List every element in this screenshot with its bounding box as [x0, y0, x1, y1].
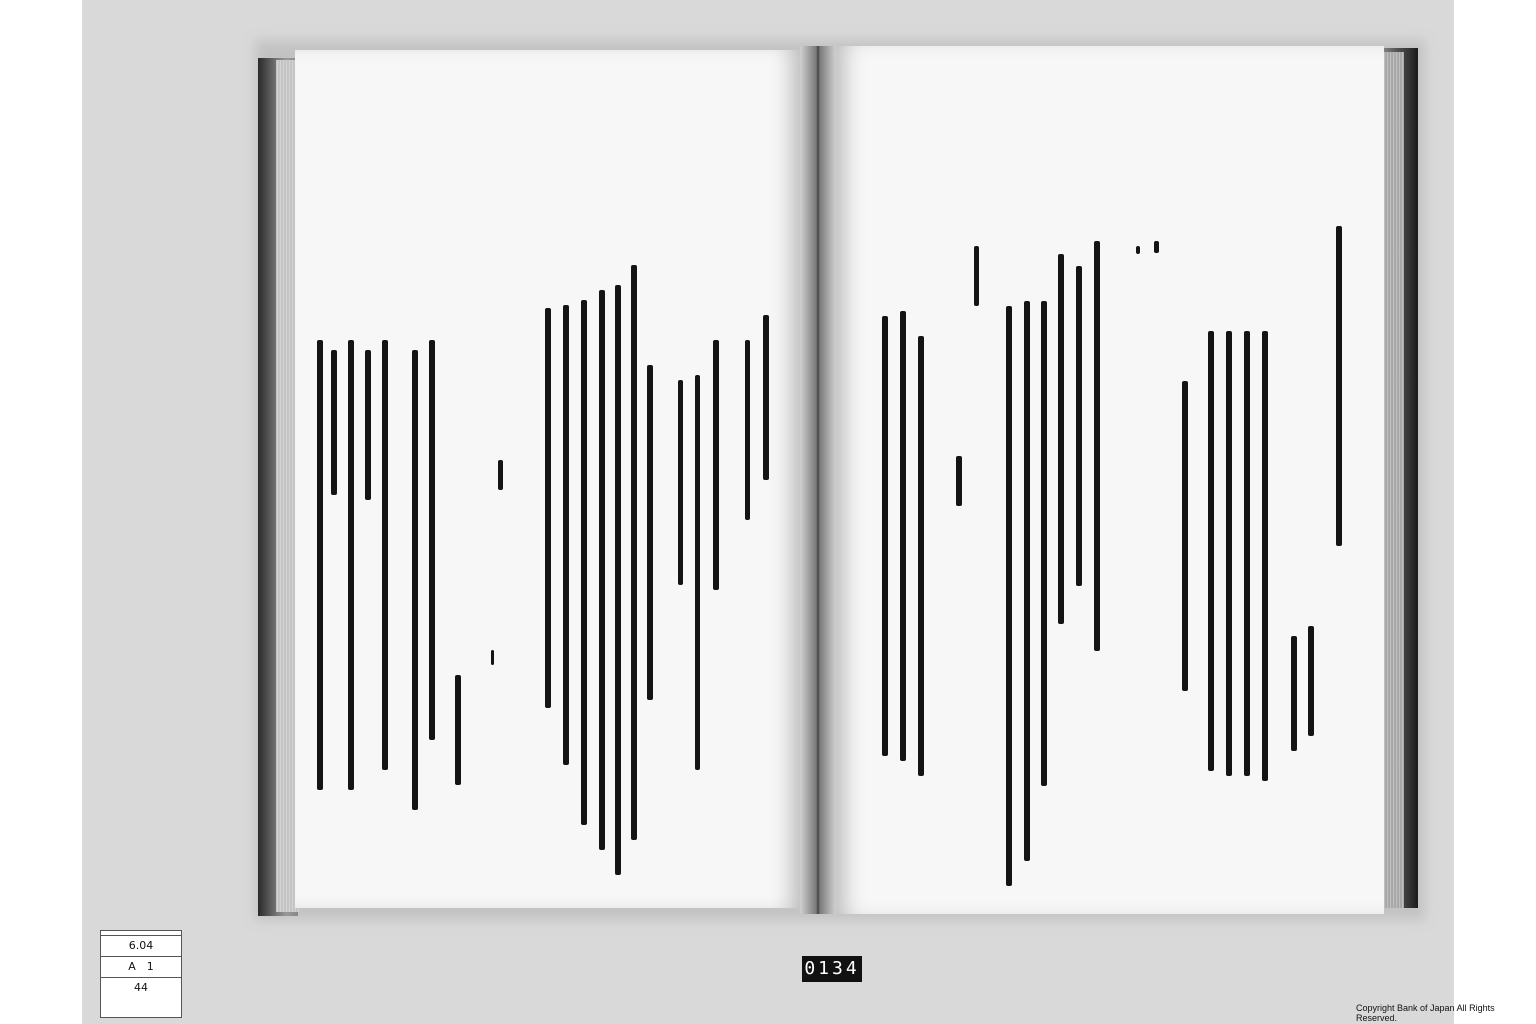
label-series: A 1	[101, 957, 181, 978]
book-gutter	[800, 46, 836, 914]
archive-label-card	[100, 930, 182, 1018]
copyright-notice: Copyright Bank of Japan All Rights Reserved.	[1356, 1003, 1495, 1023]
label-volume: 44	[134, 981, 148, 994]
label-code: 6.04	[101, 936, 181, 957]
left-page	[295, 50, 800, 908]
frame-number: 0134	[802, 956, 862, 982]
right-page	[836, 46, 1384, 914]
